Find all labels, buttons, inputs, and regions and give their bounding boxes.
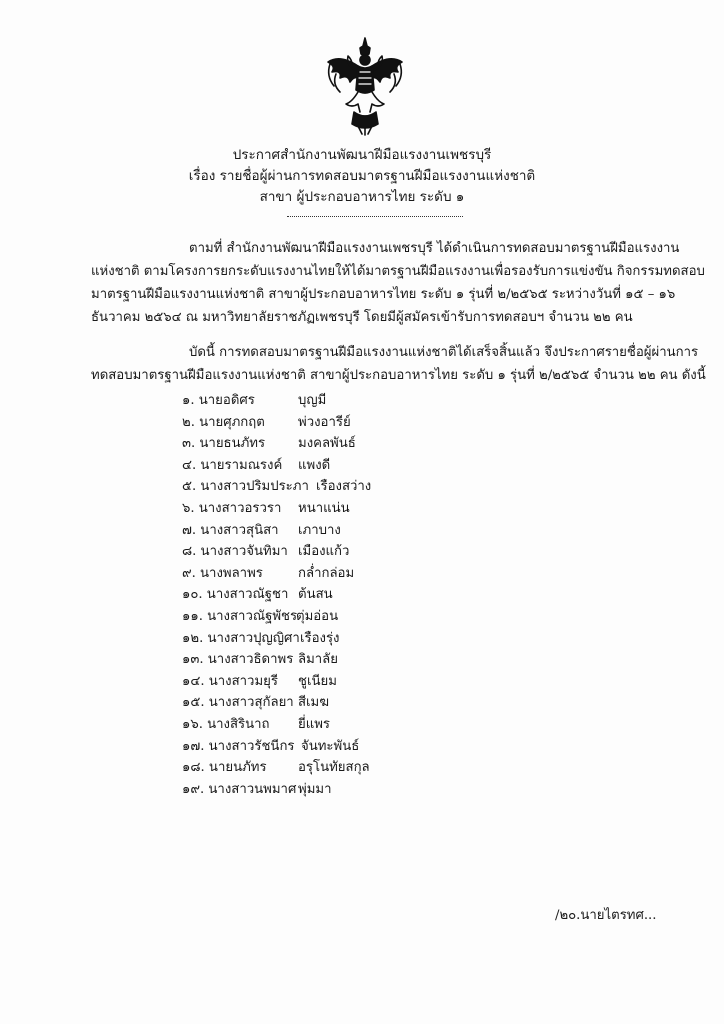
candidate-name: ๔. นายรามณรงค์	[182, 457, 283, 473]
candidate-surname: ชูเนียม	[298, 673, 337, 689]
candidate-name: ๑๖. นางสิรินาถ	[182, 716, 270, 732]
candidate-name: ๑๘. นายนภัทร	[182, 760, 267, 776]
candidate-name: ๓. นายธนภัทร	[182, 436, 266, 452]
list-item	[182, 476, 482, 498]
dotted-divider	[287, 216, 463, 217]
list-item	[182, 390, 482, 412]
paragraph-1-line-3: มาตรฐานฝีมือแรงงานแห่งชาติ สาขาผู้ประกอบอาหารไทย ระดับ ๑ รุ่นที่ ๒/๒๕๖๕ ระหว่างวันที่ ๑๕ – ๑๖	[91, 287, 676, 302]
candidate-surname: จันทะพันธ์	[301, 738, 360, 754]
candidate-name: ๑๕. นางสาวสุกัลยา	[182, 695, 294, 711]
candidate-name: ๙. นางพลาพร	[182, 565, 263, 581]
paragraph-1-line-4: ธันวาคม ๒๕๖๔ ณ มหาวิทยาลัยราชภัฏเพชรบุรี โดยมีผู้สมัครเข้ารับการทดสอบฯ จำนวน ๒๒ คน	[91, 310, 633, 325]
candidate-surname: พุ่มมา	[298, 781, 332, 797]
announcement-subject: เรื่อง รายชื่อผู้ผ่านการทดสอบมาตรฐานฝีมือแรงงานแห่งชาติ	[188, 168, 536, 184]
candidate-name: ๑๒. นางสาวปุญญิศา	[182, 630, 300, 646]
announcement-title: ประกาศสำนักงานพัฒนาฝีมือแรงงานเพชรบุรี	[232, 147, 492, 163]
candidate-name: ๑๙. นางสาวนพมาศ	[182, 781, 297, 797]
candidate-surname: เมืองแก้ว	[298, 544, 350, 560]
candidate-surname: เรืองรุ่ง	[300, 630, 340, 646]
list-item	[182, 628, 482, 650]
candidate-name: ๘. นางสาวจันทิมา	[182, 544, 288, 560]
candidate-surname: แพงดี	[298, 457, 331, 473]
list-item	[182, 520, 482, 542]
candidate-surname: กล่ำกล่อม	[298, 565, 355, 581]
list-item	[182, 563, 482, 585]
candidate-surname: สีเมฆ	[298, 695, 330, 711]
candidate-name: ๑๑. นางสาวณัฐพัชร	[182, 608, 298, 624]
list-item	[182, 498, 482, 520]
list-item	[182, 455, 482, 477]
garuda-emblem-icon	[322, 36, 408, 136]
candidate-name: ๑. นายอดิศร	[182, 393, 255, 408]
candidate-surname: มงคลพันธ์	[298, 436, 356, 452]
candidate-surname: ลิมาลัย	[298, 652, 338, 668]
candidate-name: ๑๐. นางสาวณัฐชา	[182, 587, 289, 603]
list-item	[182, 714, 482, 736]
candidate-surname: อรุโนทัยสกุล	[298, 760, 370, 776]
list-item	[182, 736, 482, 758]
candidate-surname: บุญมี	[298, 393, 327, 408]
candidate-name: ๖. นางสาวอรวรา	[182, 500, 282, 516]
candidate-name: ๑๔. นางสาวมยุรี	[182, 673, 278, 689]
candidate-surname: หนาแน่น	[298, 500, 350, 516]
list-item	[182, 692, 482, 714]
continuation-note: /๒๐.นายไตรทศ...	[555, 908, 657, 923]
list-item	[182, 412, 482, 434]
paragraph-2-line-2: ทดสอบมาตรฐานฝีมือแรงงานแห่งชาติ สาขาผู้ประกอบอาหารไทย ระดับ ๑ รุ่นที่ ๒/๒๕๖๕ จำนวน ๒๒ คน ดังนี้	[91, 368, 706, 383]
candidate-name: ๗. นางสาวสุนิสา	[182, 522, 279, 538]
announcement-branch: สาขา ผู้ประกอบอาหารไทย ระดับ ๑	[259, 189, 465, 205]
list-item	[182, 584, 482, 606]
list-item	[182, 671, 482, 693]
paragraph-1-line-2: แห่งชาติ ตามโครงการยกระดับแรงงานไทยให้ได้มาตรฐานฝีมือแรงงานเพื่อรองรับการแข่งขัน กิจกรรมทดสอบ	[91, 264, 705, 279]
candidate-name: ๑๓. นางสาวธิดาพร	[182, 652, 294, 668]
list-item	[182, 606, 482, 628]
list-item	[182, 541, 482, 563]
list-item	[182, 779, 482, 801]
passed-candidates-list	[182, 390, 482, 800]
candidate-surname: ตุ่มอ่อน	[296, 608, 339, 624]
candidate-surname: ต้นสน	[298, 587, 333, 603]
candidate-surname: เภาบาง	[298, 522, 341, 538]
candidate-surname: เรืองสว่าง	[316, 479, 372, 495]
paragraph-2-line-1: บัดนี้ การทดสอบมาตรฐานฝีมือแรงงานแห่งชาติได้เสร็จสิ้นแล้ว จึงประกาศรายชื่อผู้ผ่านการ	[189, 345, 699, 360]
list-item	[182, 649, 482, 671]
paragraph-1-line-1: ตามที่ สำนักงานพัฒนาฝีมือแรงงานเพชรบุรี ได้ดำเนินการทดสอบมาตรฐานฝีมือแรงงาน	[189, 241, 680, 256]
candidate-surname: ยี่แพร	[298, 716, 331, 732]
candidate-name: ๑๗. นางสาวรัชนีกร	[182, 738, 295, 754]
list-item	[182, 433, 482, 455]
list-item	[182, 757, 482, 779]
candidate-name: ๒. นายศุภกฤต	[182, 414, 265, 430]
candidate-surname: พ่วงอารีย์	[298, 414, 351, 430]
candidate-name: ๕. นางสาวปริมประภา	[182, 479, 309, 495]
